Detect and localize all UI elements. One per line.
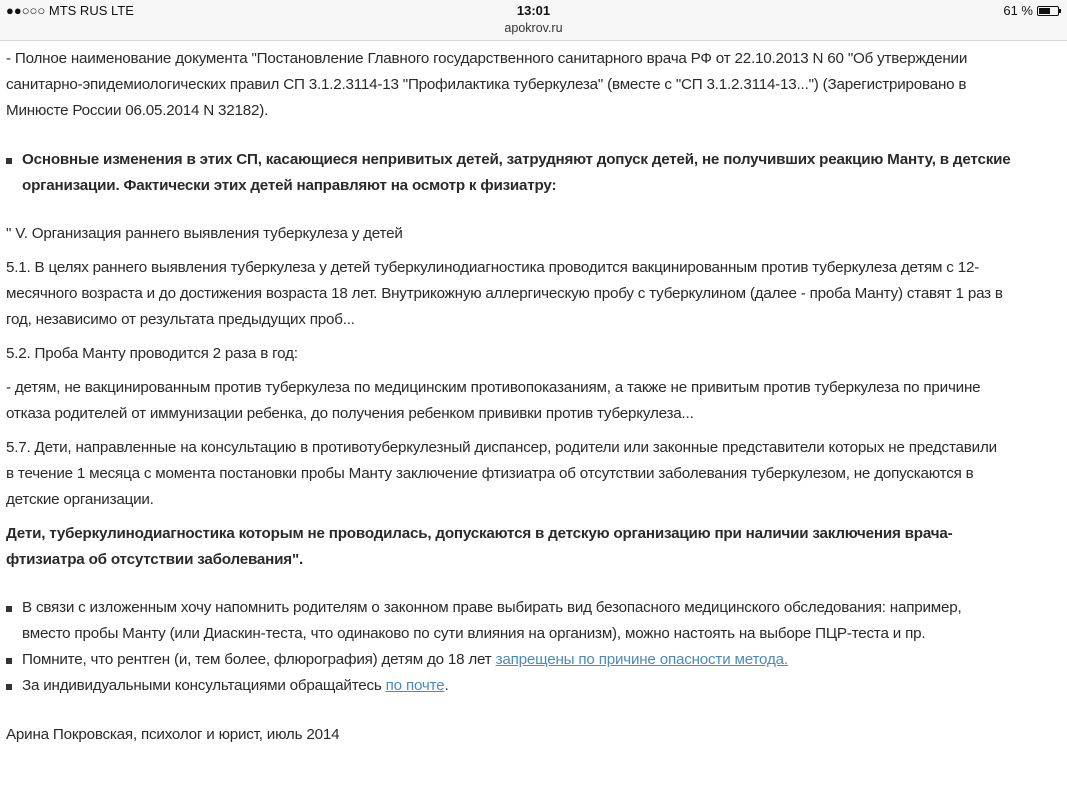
- battery-status: [1003, 3, 1059, 18]
- battery-icon: [1037, 6, 1059, 16]
- text-line: Дети, туберкулинодиагностика которым не проводилась, допускаются в детскую организацию при наличии заключения врача-: [6, 525, 953, 542]
- text-line: санитарно-эпидемиологических правил СП 3.1.2.3114-13 "Профилактика туберкулеза" (вместе с "СП 3.1.2.3114-13...") (Зарегистрировано в: [6, 76, 967, 93]
- bold-bullet-item: [6, 147, 1061, 199]
- battery-percent: 61 %: [1003, 3, 1033, 18]
- list-tail: .: [444, 677, 449, 694]
- article-content: [6, 46, 1061, 748]
- danger-link[interactable]: запрещены по причине опасности метода.: [495, 651, 788, 668]
- text-line: Основные изменения в этих СП, касающиеся непривитых детей, затрудняют допуск детей, не получивших реакцию Манту, в детские: [22, 151, 1011, 168]
- clock: 13:01: [516, 3, 551, 18]
- list-text: За индивидуальными консультациями обращайтесь: [22, 677, 386, 694]
- text-line: отказа родителей от иммунизации ребенка, до получения ребенком прививки против туберкулеза...: [6, 405, 694, 422]
- text-line: организации. Фактически этих детей направляют на осмотр к физиатру:: [22, 177, 557, 194]
- address-bar[interactable]: apokrov.ru: [504, 21, 563, 35]
- list-item: [6, 673, 1061, 699]
- paragraph-unvaccinated: [6, 375, 1061, 427]
- text-line: В связи с изложенным хочу напомнить родителям о законном праве выбирать вид безопасного медицинского обследования: например,: [22, 599, 962, 616]
- list-item: [6, 595, 1061, 647]
- text-line: 5.1. В целях раннего выявления туберкулеза у детей туберкулинодиагностика проводится вакцинированным против туберкулеза детям с 12-: [6, 259, 980, 276]
- text-line: Минюсте России 06.05.2014 N 32182).: [6, 102, 269, 119]
- text-line: в течение 1 месяца с момента постановки пробы Манту заключение фтизиатра об отсутствии заболевания туберкулезом, не допускаются в: [6, 465, 974, 482]
- text-line: - Полное наименование документа "Постановление Главного государственного санитарного врача РФ от 22.10.2013 N 60 "Об утверждении: [6, 50, 968, 67]
- text-line: детские организации.: [6, 491, 154, 508]
- paragraph-5-7: [6, 435, 1061, 513]
- text-line: фтизиатра об отсутствии заболевания".: [6, 551, 303, 568]
- section-heading: " V. Организация раннего выявления туберкулеза у детей: [6, 225, 403, 242]
- text-line: месячного возраста и до достижения возраста 18 лет. Внутрикожную аллергическую пробу с туберкулином (далее - проба Манту) ставят 1 раз в: [6, 285, 1003, 302]
- list-item: [6, 647, 1061, 673]
- paragraph-5-1: [6, 255, 1061, 333]
- document-name-paragraph: [6, 46, 1061, 124]
- text-line: 5.7. Дети, направленные на консультацию в противотуберкулезный диспансер, родители или законные представители которых не представили: [6, 439, 997, 456]
- text-line: год, независимо от результата предыдущих проб...: [6, 311, 355, 328]
- email-link[interactable]: по почте: [385, 677, 445, 694]
- carrier-status: ●●○○○ MTS RUS LTE: [6, 3, 134, 18]
- bold-conclusion-paragraph: [6, 521, 1061, 573]
- list-text: Помните, что рентген (и, тем более, флюрография) детям до 18 лет: [22, 651, 496, 668]
- browser-top-bar: [0, 0, 1067, 41]
- signature: Арина Покровская, психолог и юрист, июль 2014: [6, 726, 340, 743]
- paragraph-5-2: 5.2. Проба Манту проводится 2 раза в год:: [6, 345, 298, 362]
- text-line: вместо пробы Манту (или Диаскин-теста, что одинаково по сути влияния на организм), можно настоять на выборе ПЦР-теста и пр.: [22, 625, 926, 642]
- text-line: - детям, не вакцинированным против туберкулеза по медицинским противопоказаниям, а также не привитым против туберкулеза по причине: [6, 379, 981, 396]
